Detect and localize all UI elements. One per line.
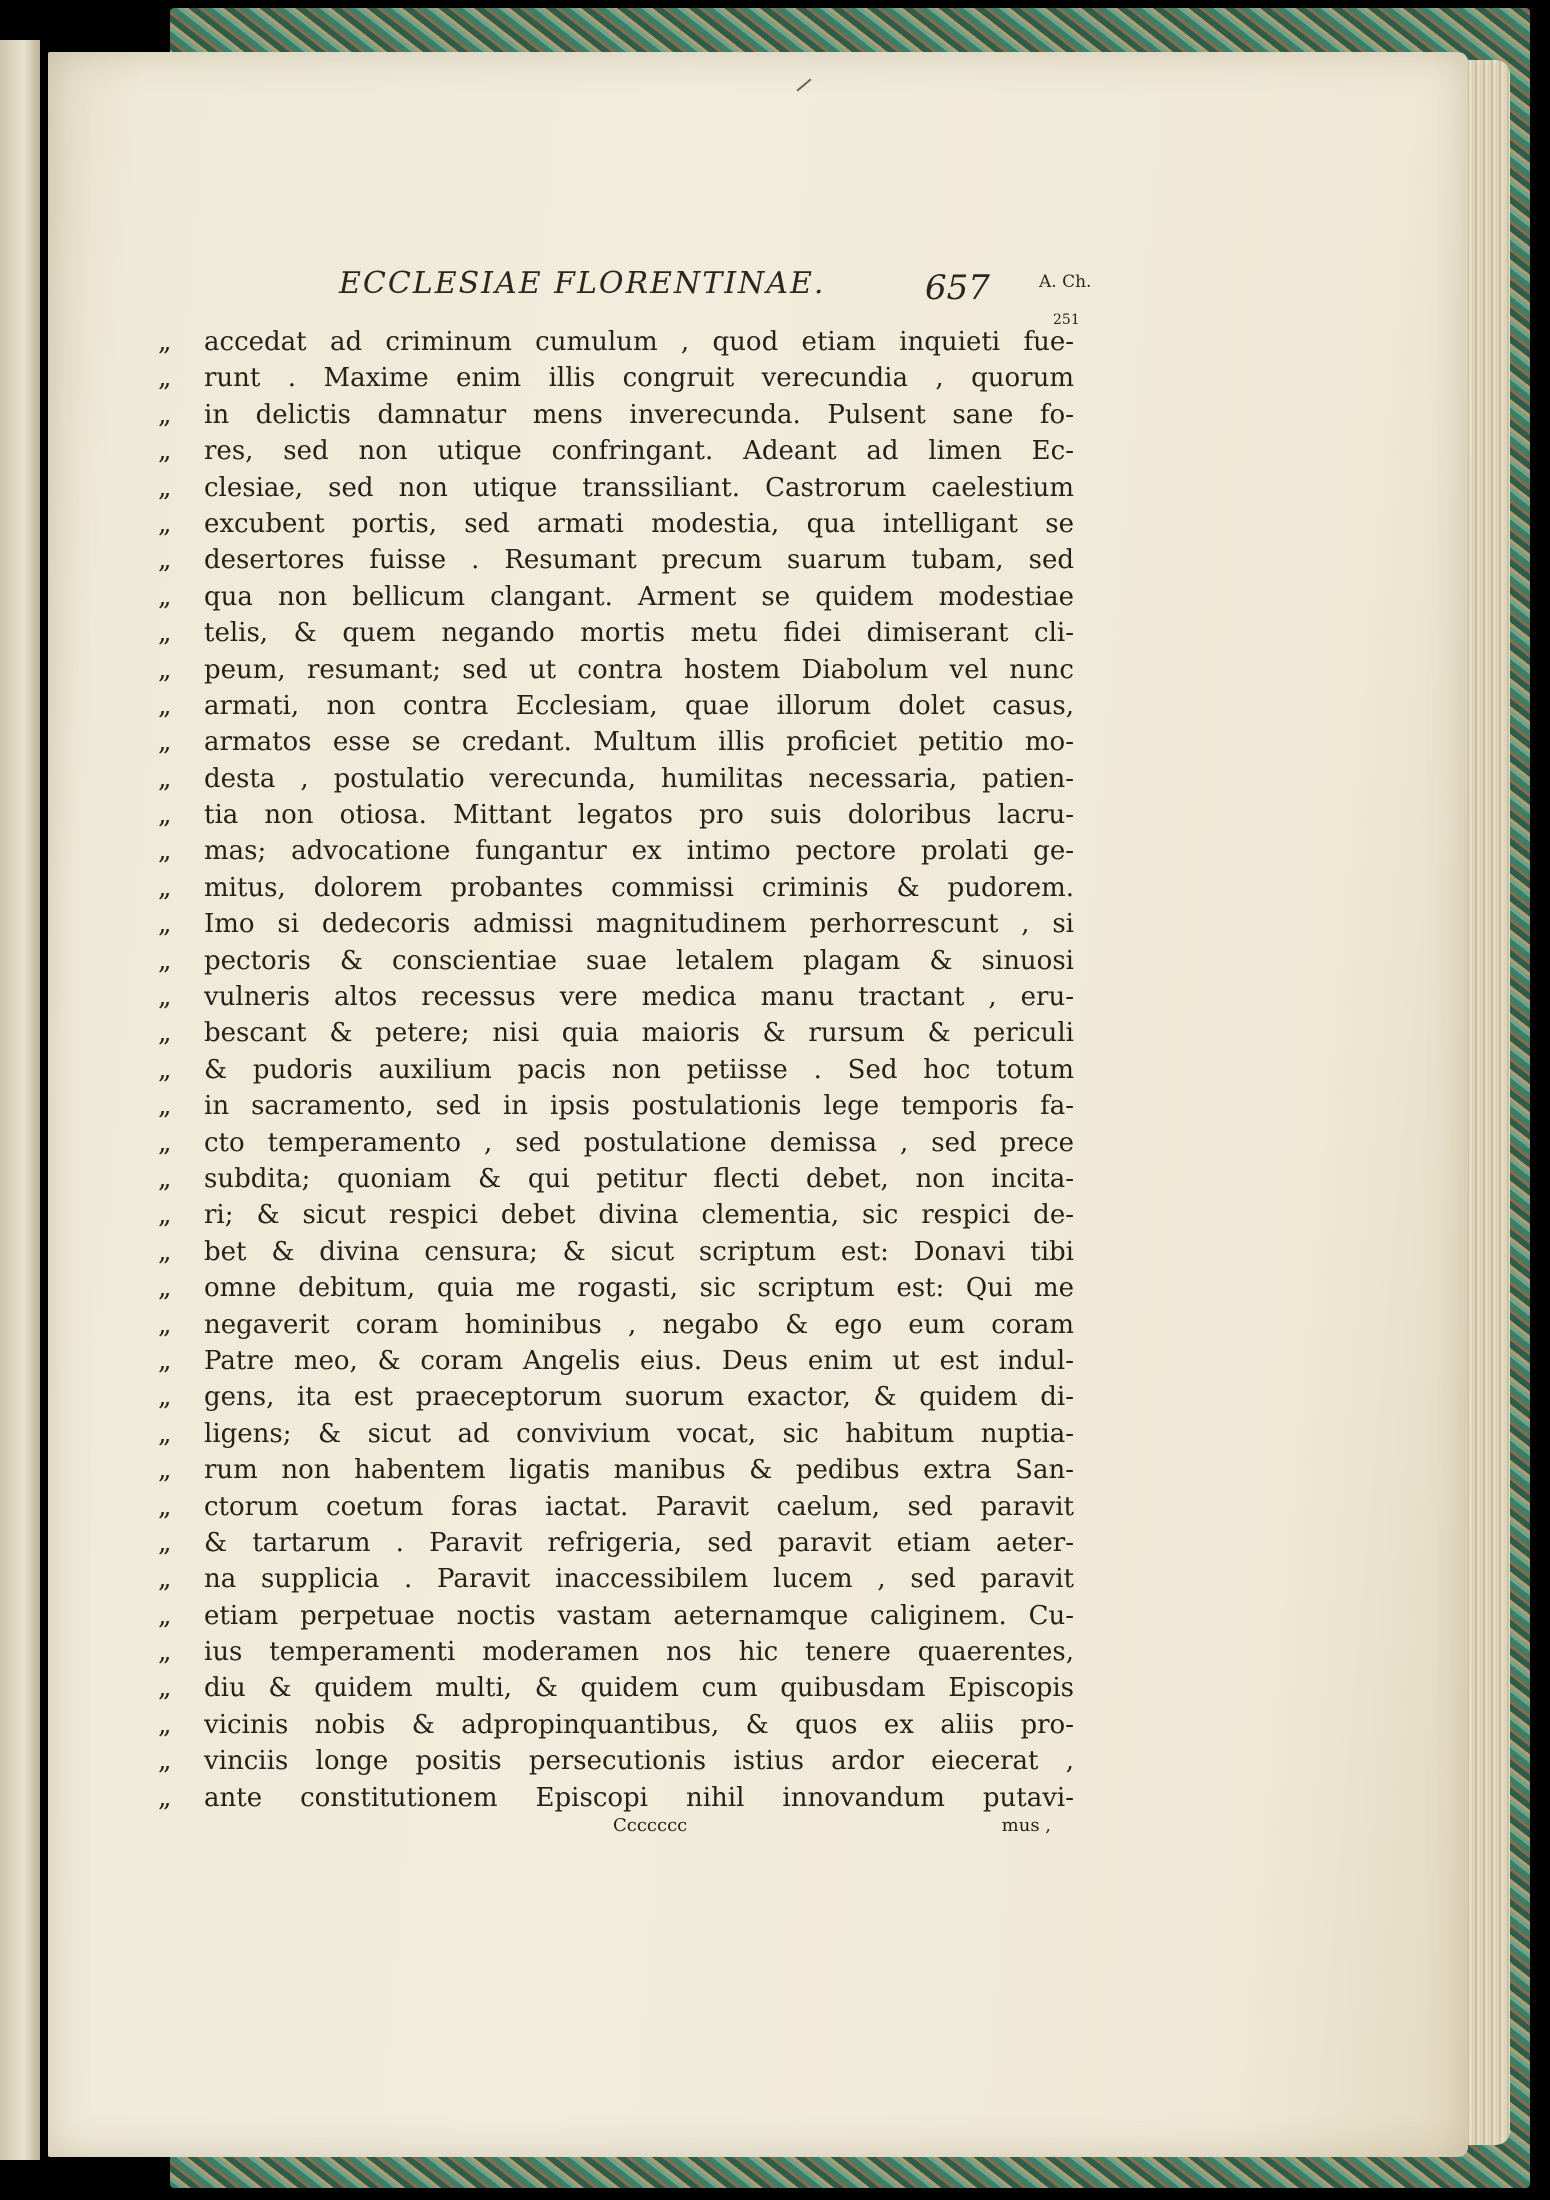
line-text: ligens; & sicut ad convivium vocat, sic habitum nuptia- (204, 1418, 1074, 1449)
line-text: bescant & petere; nisi quia maioris & rursum & periculi (204, 1018, 1074, 1049)
quotation-mark: „ (158, 690, 172, 721)
text-line (158, 1234, 1078, 1270)
margin-era-note: A. Ch. (1039, 272, 1092, 292)
line-text: desertores fuisse . Resumant precum suarum tubam, sed (204, 545, 1074, 576)
text-line (158, 943, 1078, 979)
quotation-mark: „ (158, 727, 172, 758)
quotation-mark: „ (158, 654, 172, 685)
line-text: vicinis nobis & adpropinquantibus, & quos ex aliis pro- (204, 1709, 1074, 1740)
text-line (158, 1307, 1078, 1343)
quotation-mark: „ (158, 581, 172, 612)
line-text: ius temperamenti moderamen nos hic tenere quaerentes, (204, 1637, 1074, 1668)
quotation-mark: „ (158, 836, 172, 867)
catchword: mus , (1001, 1815, 1051, 1836)
quotation-mark: „ (158, 327, 172, 357)
quotation-mark: „ (158, 1345, 172, 1376)
quotation-mark: „ (158, 1746, 172, 1777)
text-line (158, 433, 1078, 469)
text-line (158, 1125, 1078, 1161)
text-line (158, 652, 1078, 688)
line-text: & tartarum . Paravit refrigeria, sed paravit etiam aeter- (204, 1527, 1074, 1558)
line-text: Patre meo, & coram Angelis eius. Deus enim ut est indul- (204, 1345, 1074, 1376)
quotation-mark: „ (158, 508, 172, 539)
text-line (158, 724, 1078, 760)
line-text: ri; & sicut respici debet divina clementia, sic respici de- (204, 1200, 1074, 1231)
quotation-mark: „ (158, 363, 172, 394)
line-text: rum non habentem ligatis manibus & pedibus extra San- (204, 1455, 1074, 1486)
text-line (158, 542, 1078, 578)
line-text: pectoris & conscientiae suae letalem plagam & sinuosi (204, 945, 1074, 976)
quotation-mark: „ (158, 1054, 172, 1085)
quotation-mark: „ (158, 1455, 172, 1486)
quotation-mark: „ (158, 1382, 172, 1413)
text-line (158, 1379, 1078, 1415)
text-line (158, 579, 1078, 615)
quotation-mark: „ (158, 1418, 172, 1449)
quotation-mark: „ (158, 1127, 172, 1158)
text-line (158, 688, 1078, 724)
quotation-mark: „ (158, 1163, 172, 1194)
line-text: in delictis damnatur mens inverecunda. Pulsent sane fo- (204, 399, 1074, 430)
line-text: ante constitutionem Episcopi nihil innovandum putavi- (204, 1782, 1074, 1813)
line-text: gens, ita est praeceptorum suorum exactor, & quidem di- (204, 1382, 1074, 1413)
text-line (158, 833, 1078, 869)
page-footer (158, 1815, 1078, 1845)
quotation-mark: „ (158, 1709, 172, 1740)
line-text: qua non bellicum clangant. Arment se quidem modestiae (204, 581, 1074, 612)
text-line (158, 324, 1078, 360)
text-line (158, 1780, 1078, 1816)
text-line (158, 1052, 1078, 1088)
line-text: telis, & quem negando mortis metu fidei dimiserant cli- (204, 618, 1074, 649)
line-text: omne debitum, quia me rogasti, sic scriptum est: Qui me (204, 1273, 1074, 1304)
text-line (158, 906, 1078, 942)
quotation-mark: „ (158, 909, 172, 940)
quotation-mark: „ (158, 1091, 172, 1122)
quotation-mark: „ (158, 763, 172, 794)
text-line (158, 1525, 1078, 1561)
text-line (158, 397, 1078, 433)
text-line (158, 1088, 1078, 1124)
margin-year-note: 251 (1053, 312, 1080, 328)
quotation-mark: „ (158, 800, 172, 831)
quotation-mark: „ (158, 982, 172, 1013)
text-line (158, 1452, 1078, 1488)
facing-page-edge (0, 40, 40, 2160)
line-text: negaverit coram hominibus , negabo & ego eum coram (204, 1309, 1074, 1340)
text-line (158, 1197, 1078, 1233)
line-text: peum, resumant; sed ut contra hostem Diabolum vel nunc (204, 654, 1074, 685)
quotation-mark: „ (158, 1491, 172, 1522)
quotation-mark: „ (158, 1309, 172, 1340)
quotation-mark: „ (158, 1018, 172, 1049)
text-line (158, 1561, 1078, 1597)
running-head: ECCLESIAE FLORENTINAE. (339, 266, 826, 301)
text-line (158, 979, 1078, 1015)
line-text: diu & quidem multi, & quidem cum quibusdam Episcopis (204, 1673, 1074, 1704)
line-text: & pudoris auxilium pacis non petiisse . Sed hoc totum (204, 1054, 1074, 1085)
line-text: cto temperamento , sed postulatione demissa , sed prece (204, 1127, 1074, 1158)
quotation-mark: „ (158, 945, 172, 976)
line-text: etiam perpetuae noctis vastam aeternamque caliginem. Cu- (204, 1600, 1074, 1631)
text-line (158, 1270, 1078, 1306)
quotation-mark: „ (158, 618, 172, 649)
line-text: bet & divina censura; & sicut scriptum est: Donavi tibi (204, 1236, 1074, 1267)
line-text: vulneris altos recessus vere medica manu tractant , eru- (204, 982, 1074, 1013)
text-line (158, 1634, 1078, 1670)
text-line (158, 761, 1078, 797)
line-text: Imo si dedecoris admissi magnitudinem perhorrescunt , si (204, 909, 1074, 940)
text-line (158, 1707, 1078, 1743)
line-text: armatos esse se credant. Multum illis proficiet petitio mo- (204, 727, 1074, 758)
body-text (158, 324, 1078, 1816)
quotation-mark: „ (158, 1564, 172, 1595)
line-text: na supplicia . Paravit inaccessibilem lucem , sed paravit (204, 1564, 1074, 1595)
quotation-mark: „ (158, 1782, 172, 1813)
text-line (158, 1343, 1078, 1379)
line-text: vinciis longe positis persecutionis istius ardor eiecerat , (204, 1746, 1074, 1777)
text-line (158, 506, 1078, 542)
text-line (158, 1598, 1078, 1634)
text-line (158, 1670, 1078, 1706)
text-line (158, 1015, 1078, 1051)
line-text: desta , postulatio verecunda, humilitas necessaria, patien- (204, 763, 1074, 794)
quotation-mark: „ (158, 1273, 172, 1304)
signature-mark: Ccccccc (613, 1815, 688, 1836)
line-text: mitus, dolorem probantes commissi criminis & pudorem. (204, 872, 1074, 903)
quotation-mark: „ (158, 872, 172, 903)
quotation-mark: „ (158, 1236, 172, 1267)
line-text: subdita; quoniam & qui petitur flecti debet, non incita- (204, 1163, 1074, 1194)
quotation-mark: „ (158, 1527, 172, 1558)
quotation-mark: „ (158, 472, 172, 503)
line-text: clesiae, sed non utique transsiliant. Castrorum caelestium (204, 472, 1074, 503)
line-text: runt . Maxime enim illis congruit verecundia , quorum (204, 363, 1074, 394)
quotation-mark: „ (158, 1637, 172, 1668)
line-text: in sacramento, sed in ipsis postulationis lege temporis fa- (204, 1091, 1074, 1122)
line-text: accedat ad criminum cumulum , quod etiam inquieti fue- (204, 327, 1074, 357)
line-text: tia non otiosa. Mittant legatos pro suis doloribus lacru- (204, 800, 1074, 831)
page-number: 657 (925, 268, 990, 308)
quotation-mark: „ (158, 399, 172, 430)
line-text: mas; advocatione fungantur ex intimo pectore prolati ge- (204, 836, 1074, 867)
line-text: res, sed non utique confringant. Adeant ad limen Ec- (204, 436, 1074, 467)
quotation-mark: „ (158, 1200, 172, 1231)
text-line (158, 1416, 1078, 1452)
text-line (158, 360, 1078, 396)
quotation-mark: „ (158, 436, 172, 467)
text-line (158, 615, 1078, 651)
quotation-mark: „ (158, 1673, 172, 1704)
text-line (158, 797, 1078, 833)
quotation-mark: „ (158, 545, 172, 576)
text-line (158, 1161, 1078, 1197)
text-line (158, 870, 1078, 906)
line-text: armati, non contra Ecclesiam, quae illorum dolet casus, (204, 690, 1074, 721)
line-text: ctorum coetum foras iactat. Paravit caelum, sed paravit (204, 1491, 1074, 1522)
line-text: excubent portis, sed armati modestia, qua intelligant se (204, 508, 1074, 539)
quotation-mark: „ (158, 1600, 172, 1631)
text-line (158, 1743, 1078, 1779)
text-line (158, 470, 1078, 506)
text-line (158, 1489, 1078, 1525)
